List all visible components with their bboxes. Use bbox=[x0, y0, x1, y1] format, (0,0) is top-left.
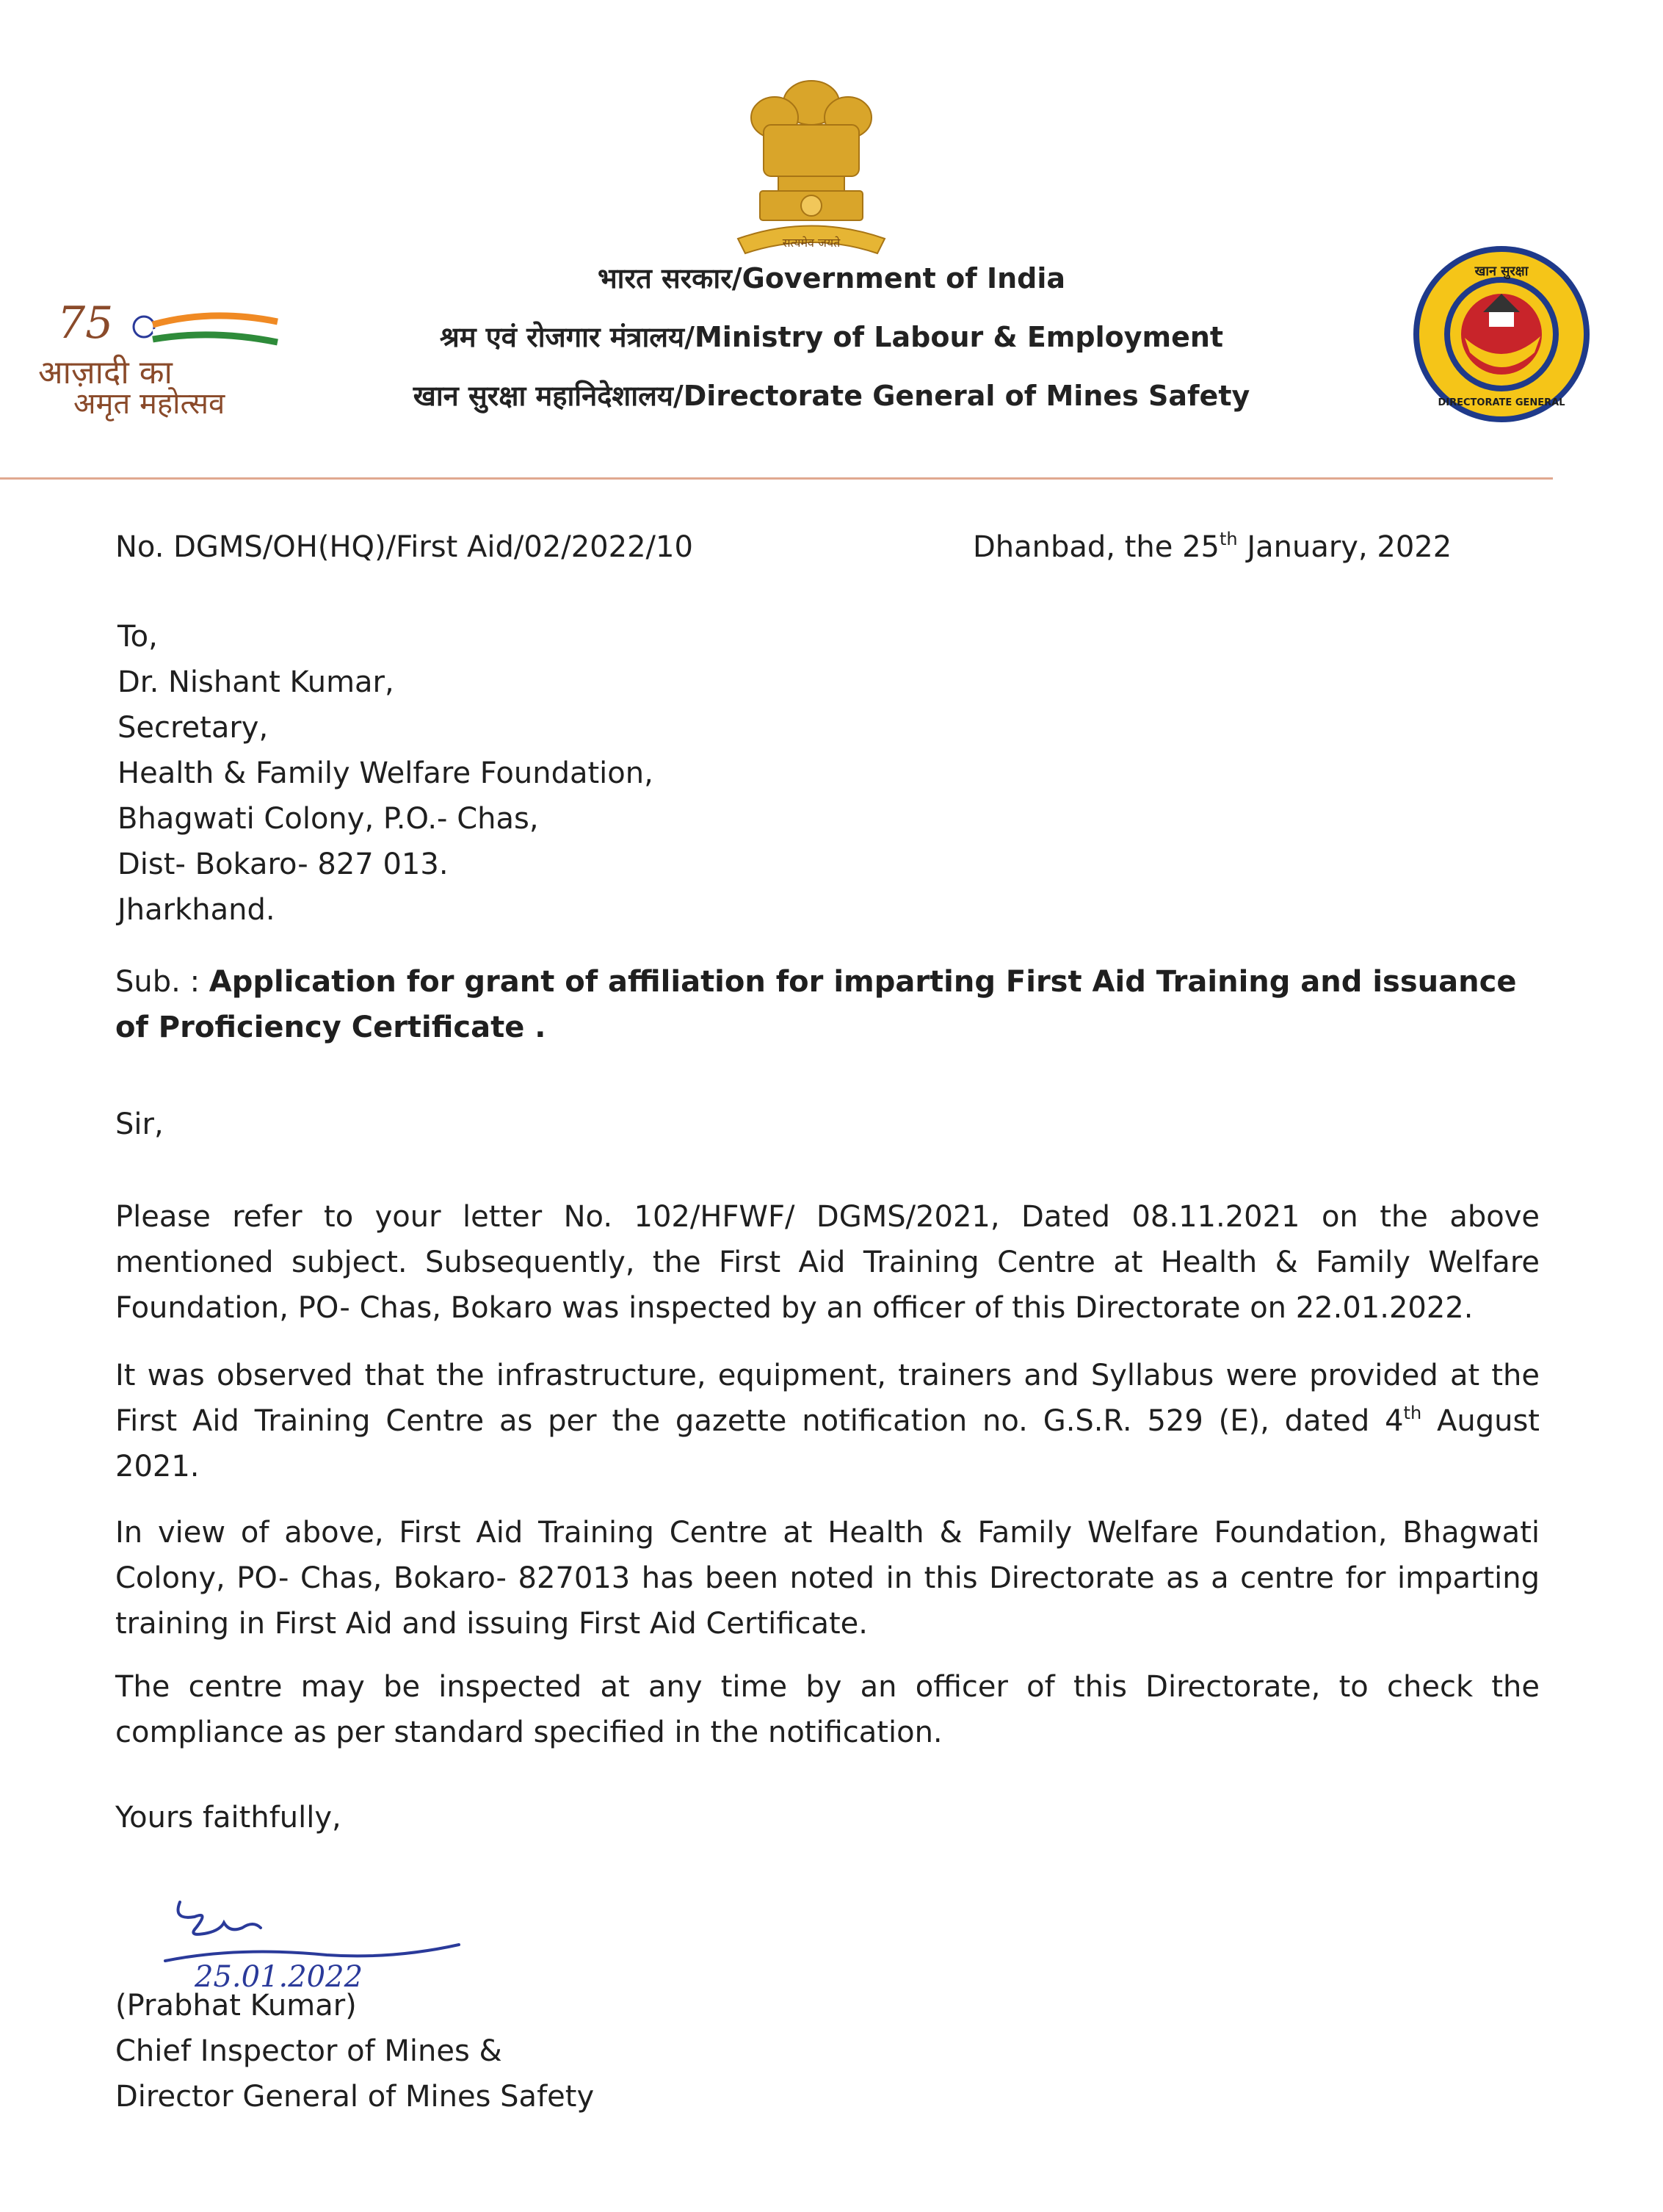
addressee-block bbox=[117, 614, 653, 933]
addressee-designation: Secretary, bbox=[117, 711, 269, 745]
svg-text:खान सुरक्षा: खान सुरक्षा bbox=[1474, 264, 1529, 279]
addressee-address-line-2: Dist- Bokaro- 827 013. bbox=[117, 847, 449, 881]
paragraph-observation: It was observed that the infrastructure, equipment, trainers and Syllabus were provided at the First Aid Training Centre as per the gazette notification no. G.S.R. 529 (E), dated 4th August 2021. bbox=[115, 1359, 1540, 1483]
addressee-name: Dr. Nishant Kumar, bbox=[117, 665, 394, 699]
signatory-block bbox=[115, 1983, 594, 2119]
subject-line bbox=[115, 959, 1540, 1050]
letterhead-divider bbox=[0, 477, 1553, 480]
paragraph-inspection-note: The centre may be inspected at any time by an officer of this Directorate, to check the compliance as per standard specified in the notification. bbox=[115, 1670, 1540, 1749]
handwritten-date: 25.01.2022 bbox=[195, 1960, 363, 1994]
addressee-to: To, bbox=[117, 620, 158, 654]
closing: Yours faithfully, bbox=[115, 1801, 341, 1835]
handwritten-signature bbox=[151, 1887, 474, 1998]
addressee-organisation: Health & Family Welfare Foundation, bbox=[117, 756, 653, 790]
paragraph-approval: In view of above, First Aid Training Centre at Health & Family Welfare Foundation, Bhagwati Colony, PO- Chas, Bokaro- 827013 has been noted in this Directorate as a centre for imparting training in First Aid and issuing First Aid Certificate. bbox=[115, 1516, 1540, 1641]
reference-date: Dhanbad, the 25th January, 2022 bbox=[973, 529, 1452, 564]
letterhead-line-government: भारत सरकार/Government of India bbox=[597, 262, 1066, 294]
salutation: Sir, bbox=[115, 1107, 164, 1141]
letterhead-line-directorate: खान सुरक्षा महानिदेशालय/Directorate General of Mines Safety bbox=[413, 380, 1250, 412]
addressee-state: Jharkhand. bbox=[117, 893, 275, 927]
azadi-logo-text-line-1: आज़ादी का bbox=[38, 354, 173, 391]
reference-number: No. DGMS/OH(HQ)/First Aid/02/2022/10 bbox=[115, 530, 693, 564]
svg-text:DIRECTORATE GENERAL: DIRECTORATE GENERAL bbox=[1438, 397, 1565, 408]
addressee-address-line-1: Bhagwati Colony, P.O.- Chas, bbox=[117, 802, 539, 836]
subject-text: Application for grant of affiliation for imparting First Aid Training and issuance of Proficiency Certificate . bbox=[115, 965, 1517, 1044]
letterhead-line-ministry: श्रम एवं रोजगार मंत्रालय/Ministry of Labour & Employment bbox=[439, 321, 1224, 353]
signatory-title-2: Director General of Mines Safety bbox=[115, 2080, 595, 2114]
national-emblem-icon bbox=[723, 73, 899, 272]
paragraph-reference: Please refer to your letter No. 102/HFWF/ DGMS/2021, Dated 08.11.2021 on the above mentioned subject. Subsequently, the First Aid Training Centre at Health & Family Welfare Foundation, PO- Chas, Bokaro was inspected by an officer of this Directorate on 22.01.2022. bbox=[115, 1200, 1540, 1325]
signatory-title-1: Chief Inspector of Mines & bbox=[115, 2034, 502, 2068]
signatory-name: (Prabhat Kumar) bbox=[115, 1989, 357, 2023]
subject-prefix: Sub. : bbox=[115, 965, 209, 999]
emblem-motto: सत्यमेव जयते bbox=[782, 236, 841, 250]
azadi-logo-text-line-2: अमृत महोत्सव bbox=[73, 387, 225, 421]
azadi-logo-number: 75 bbox=[57, 297, 114, 349]
